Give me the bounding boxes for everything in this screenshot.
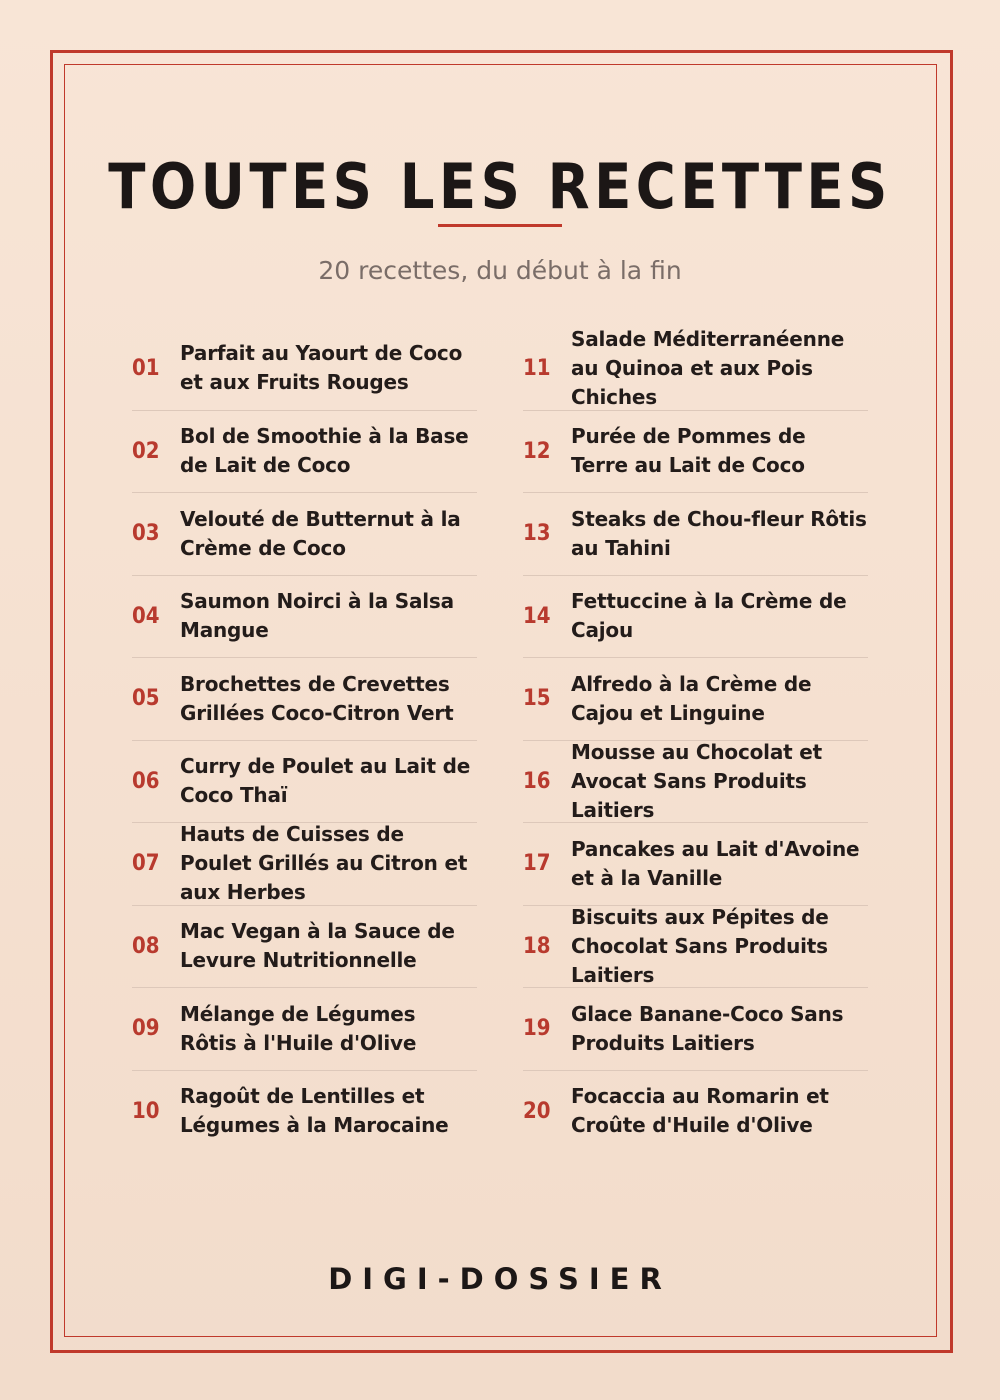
recipe-name: Purée de Pommes de Terre au Lait de Coco <box>571 424 806 478</box>
recipe-item <box>523 822 868 905</box>
recipe-number: 13 <box>523 521 551 547</box>
recipe-number: 02 <box>132 438 160 464</box>
page-title: TOUTES LES RECETTES <box>108 150 892 223</box>
recipe-item <box>132 905 477 988</box>
recipe-item <box>523 327 868 410</box>
recipe-name: Fettuccine à la Crème de Cajou <box>571 589 847 643</box>
recipe-name: Curry de Poulet au Lait de Coco Thaï <box>180 754 471 808</box>
footer-brand: DIGI-DOSSIER <box>328 1262 672 1296</box>
recipe-item <box>132 740 477 823</box>
recipe-item <box>132 327 477 410</box>
recipe-name: Mac Vegan à la Sauce de Levure Nutritionnelle <box>180 919 455 973</box>
recipe-number: 15 <box>523 686 551 712</box>
recipe-name: Ragoût de Lentilles et Légumes à la Marocaine <box>180 1084 449 1138</box>
recipe-number: 14 <box>523 603 551 629</box>
recipe-number: 19 <box>523 1016 551 1042</box>
recipe-number: 09 <box>132 1016 160 1042</box>
recipe-item <box>523 740 868 823</box>
recipe-item <box>132 822 477 905</box>
recipe-item <box>523 1070 868 1153</box>
recipe-number: 20 <box>523 1098 551 1124</box>
recipe-number: 03 <box>132 521 160 547</box>
recipe-number: 01 <box>132 355 160 381</box>
recipe-name: Biscuits aux Pépites de Chocolat Sans Produits Laitiers <box>571 904 829 987</box>
recipe-number: 06 <box>132 768 160 794</box>
recipe-name: Pancakes au Lait d'Avoine et à la Vanille <box>571 836 860 890</box>
recipe-number: 16 <box>523 768 551 794</box>
recipe-name: Mélange de Légumes Rôtis à l'Huile d'Olive <box>180 1001 417 1055</box>
recipe-item <box>132 987 477 1070</box>
recipe-item <box>523 575 868 658</box>
recipe-item <box>132 575 477 658</box>
recipe-number: 18 <box>523 933 551 959</box>
recipe-item <box>132 657 477 740</box>
recipe-number: 04 <box>132 603 160 629</box>
page-subtitle: 20 recettes, du début à la fin <box>318 256 682 285</box>
recipe-name: Glace Banane-Coco Sans Produits Laitiers <box>571 1001 844 1055</box>
recipe-name: Bol de Smoothie à la Base de Lait de Coco <box>180 424 469 478</box>
recipe-name: Steaks de Chou-fleur Rôtis au Tahini <box>571 506 867 560</box>
recipe-item <box>523 492 868 575</box>
recipe-name: Saumon Noirci à la Salsa Mangue <box>180 589 454 643</box>
recipe-number: 17 <box>523 851 551 877</box>
recipe-name: Mousse au Chocolat et Avocat Sans Produits Laitiers <box>571 739 822 822</box>
recipe-item <box>523 657 868 740</box>
title-underline <box>438 224 562 227</box>
recipe-item <box>132 410 477 493</box>
recipe-item <box>132 492 477 575</box>
recipe-item <box>132 1070 477 1153</box>
recipe-number: 11 <box>523 355 551 381</box>
recipe-name: Focaccia au Romarin et Croûte d'Huile d'Olive <box>571 1084 829 1138</box>
recipe-number: 05 <box>132 686 160 712</box>
recipe-name: Parfait au Yaourt de Coco et aux Fruits Rouges <box>180 341 463 395</box>
recipe-list-left <box>132 327 477 1152</box>
recipe-name: Brochettes de Crevettes Grillées Coco-Citron Vert <box>180 671 454 725</box>
recipe-list-right <box>523 327 868 1152</box>
recipe-name: Salade Méditerranéenne au Quinoa et aux Pois Chiches <box>571 326 845 409</box>
recipe-number: 12 <box>523 438 551 464</box>
recipe-item <box>523 410 868 493</box>
recipe-name: Alfredo à la Crème de Cajou et Linguine <box>571 671 812 725</box>
recipe-name: Hauts de Cuisses de Poulet Grillés au Citron et aux Herbes <box>180 822 468 905</box>
recipe-number: 07 <box>132 851 160 877</box>
recipe-number: 08 <box>132 933 160 959</box>
recipe-item <box>523 905 868 988</box>
recipe-name: Velouté de Butternut à la Crème de Coco <box>180 506 461 560</box>
recipe-item <box>523 987 868 1070</box>
recipe-number: 10 <box>132 1098 160 1124</box>
